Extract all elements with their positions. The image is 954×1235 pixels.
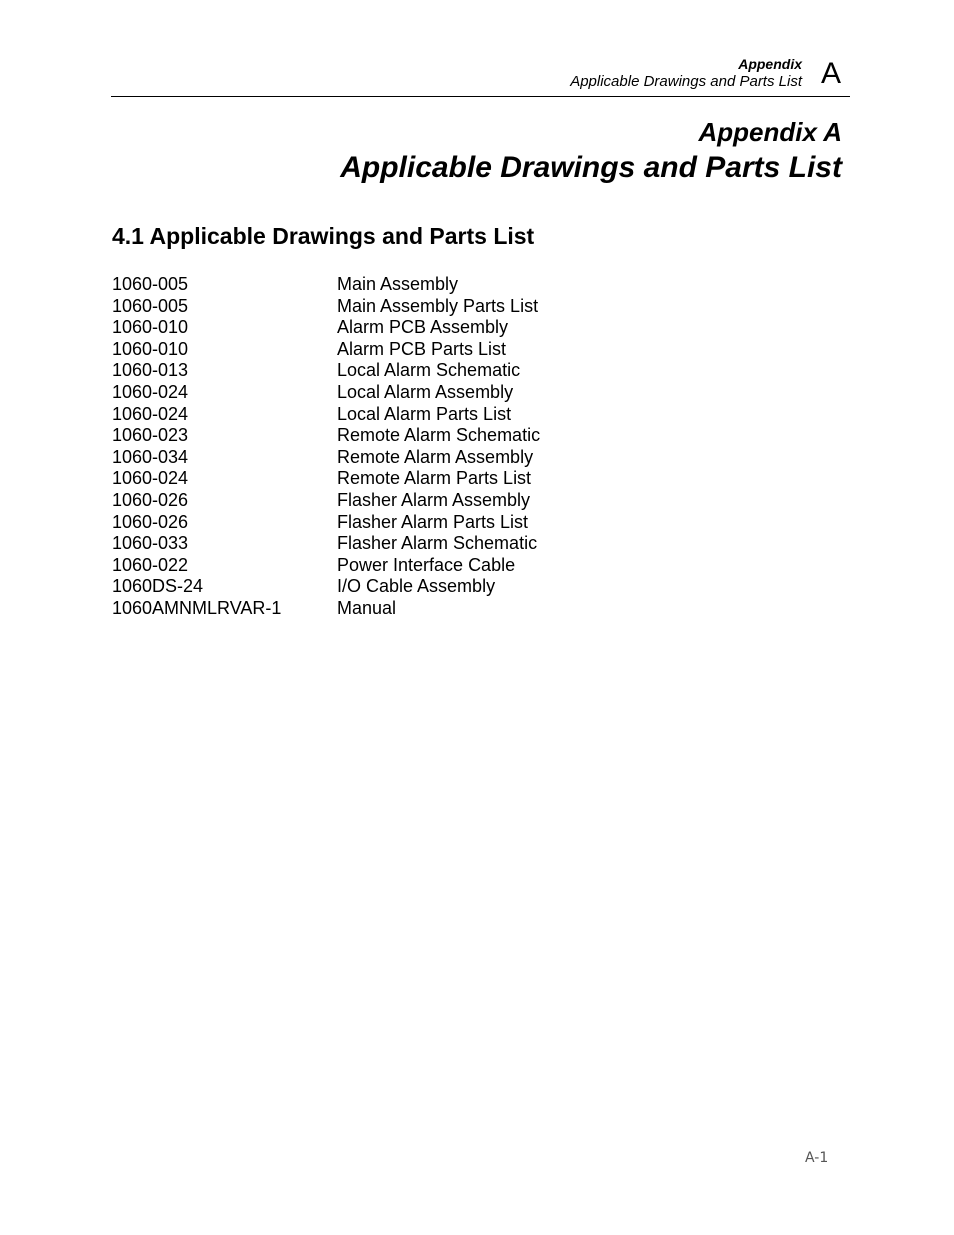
chapter-heading xyxy=(340,114,842,186)
part-description: Local Alarm Schematic xyxy=(337,360,521,381)
parts-row xyxy=(112,360,540,382)
parts-row xyxy=(112,598,540,620)
running-header-text xyxy=(570,55,802,91)
part-number: 1060-010 xyxy=(112,338,189,359)
part-description: Remote Alarm Assembly xyxy=(337,446,534,467)
part-description: Alarm PCB Assembly xyxy=(337,317,509,338)
part-number: 1060DS-24 xyxy=(112,576,204,597)
part-number: 1060AMNMLRVAR-1 xyxy=(112,597,282,618)
page-number: A-1 xyxy=(805,1150,829,1166)
part-description: Manual xyxy=(337,597,397,618)
part-number: 1060-022 xyxy=(112,554,189,575)
running-header-letter: A xyxy=(820,57,841,90)
part-number: 1060-024 xyxy=(112,468,189,489)
part-description: Flasher Alarm Parts List xyxy=(337,511,529,532)
parts-row xyxy=(112,382,540,404)
part-description: Main Assembly Parts List xyxy=(337,295,539,316)
part-description: Power Interface Cable xyxy=(337,554,516,575)
part-number: 1060-013 xyxy=(112,360,189,381)
part-number: 1060-026 xyxy=(112,511,189,532)
running-header xyxy=(111,52,850,97)
chapter-label: Appendix A xyxy=(698,117,842,147)
part-number: 1060-033 xyxy=(112,533,189,554)
parts-row xyxy=(112,339,540,361)
chapter-title: Applicable Drawings and Parts List xyxy=(340,151,842,184)
parts-row xyxy=(112,468,540,490)
part-description: Flasher Alarm Schematic xyxy=(337,533,538,554)
part-description: Local Alarm Assembly xyxy=(337,381,514,402)
part-number: 1060-023 xyxy=(112,425,189,446)
part-number: 1060-024 xyxy=(112,403,189,424)
parts-row xyxy=(112,274,540,296)
part-description: I/O Cable Assembly xyxy=(337,576,496,597)
part-number: 1060-034 xyxy=(112,446,189,467)
part-number: 1060-005 xyxy=(112,274,189,294)
parts-row xyxy=(112,512,540,534)
part-description: Main Assembly xyxy=(337,274,459,294)
parts-row xyxy=(112,317,540,339)
part-description: Remote Alarm Schematic xyxy=(337,425,541,446)
parts-row xyxy=(112,490,540,512)
parts-row xyxy=(112,555,540,577)
running-header-title: Applicable Drawings and Parts List xyxy=(570,73,802,90)
part-number: 1060-026 xyxy=(112,489,189,510)
running-header-section: Appendix xyxy=(738,56,802,72)
parts-row xyxy=(112,576,540,598)
parts-row xyxy=(112,533,540,555)
part-number: 1060-024 xyxy=(112,381,189,402)
part-description: Flasher Alarm Assembly xyxy=(337,489,531,510)
section-heading: 4.1 Applicable Drawings and Parts List xyxy=(112,223,535,249)
parts-row xyxy=(112,296,540,318)
part-description: Remote Alarm Parts List xyxy=(337,468,532,489)
part-description: Local Alarm Parts List xyxy=(337,403,512,424)
part-number: 1060-005 xyxy=(112,295,189,316)
parts-row xyxy=(112,425,540,447)
parts-row xyxy=(112,447,540,469)
parts-row xyxy=(112,404,540,426)
part-number: 1060-010 xyxy=(112,317,189,338)
part-description: Alarm PCB Parts List xyxy=(337,338,507,359)
parts-list xyxy=(112,274,540,620)
